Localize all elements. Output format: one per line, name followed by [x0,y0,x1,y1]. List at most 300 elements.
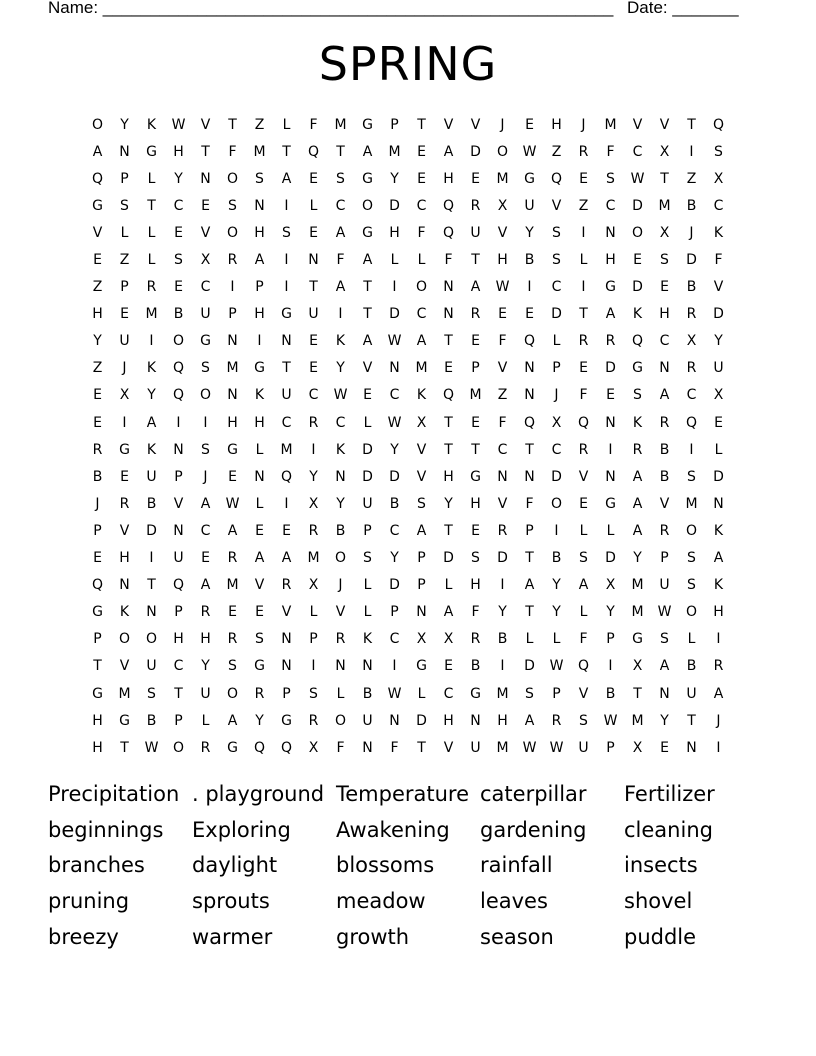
grid-letter[interactable]: I [122,414,127,431]
grid-letter[interactable]: E [120,306,129,323]
grid-letter[interactable]: N [470,712,481,729]
grid-letter[interactable]: G [524,170,535,187]
grid-letter[interactable]: I [284,197,289,214]
grid-letter[interactable]: V [416,468,427,485]
grid-letter[interactable]: R [92,441,103,458]
grid-letter[interactable]: P [282,685,291,702]
grid-letter[interactable]: L [255,441,264,458]
grid-letter[interactable]: R [713,658,724,675]
grid-letter[interactable]: D [389,306,400,323]
grid-letter[interactable]: N [389,360,400,377]
grid-letter[interactable]: G [362,170,373,187]
grid-letter[interactable]: K [632,414,643,431]
grid-letter[interactable]: O [550,495,563,512]
grid-letter[interactable]: W [144,739,159,756]
grid-letter[interactable]: C [389,387,400,404]
grid-letter[interactable]: C [389,522,400,539]
grid-letter[interactable]: T [471,252,480,269]
grid-letter[interactable]: E [660,279,669,296]
grid-letter[interactable]: H [254,224,265,241]
grid-letter[interactable]: R [200,604,211,621]
grid-letter[interactable]: Y [93,333,102,350]
grid-letter[interactable]: H [389,224,400,241]
grid-letter[interactable]: V [335,604,346,621]
grid-letter[interactable]: N [605,414,616,431]
grid-letter[interactable]: E [417,143,426,160]
grid-letter[interactable]: V [200,224,211,241]
grid-letter[interactable]: W [657,604,672,621]
grid-letter[interactable]: Y [552,604,561,621]
grid-letter[interactable]: S [309,685,318,702]
grid-letter[interactable]: R [578,441,589,458]
grid-letter[interactable]: P [660,550,669,567]
grid-letter[interactable]: L [282,116,291,133]
grid-letter[interactable]: X [686,333,697,350]
grid-letter[interactable]: C [389,631,400,648]
grid-letter[interactable]: Q [577,658,590,675]
grid-letter[interactable]: C [173,658,184,675]
grid-letter[interactable]: X [308,739,319,756]
grid-letter[interactable]: S [552,224,561,241]
grid-letter[interactable]: U [200,306,211,323]
grid-letter[interactable]: H [173,143,184,160]
grid-letter[interactable]: S [417,495,426,512]
grid-letter[interactable]: H [200,631,211,648]
grid-letter[interactable]: M [388,143,401,160]
grid-letter[interactable]: U [362,495,373,512]
grid-letter[interactable]: I [284,252,289,269]
grid-letter[interactable]: I [581,279,586,296]
grid-letter[interactable]: S [687,577,696,594]
grid-letter[interactable]: H [92,712,103,729]
grid-letter[interactable]: K [335,441,346,458]
grid-letter[interactable]: B [524,252,535,269]
grid-letter[interactable]: S [120,197,129,214]
grid-letter[interactable]: K [119,604,130,621]
grid-letter[interactable]: A [443,143,454,160]
grid-letter[interactable]: T [525,550,534,567]
grid-letter[interactable]: Q [280,468,293,485]
grid-letter[interactable]: W [549,739,564,756]
grid-letter[interactable]: T [120,739,129,756]
grid-letter[interactable]: R [470,197,481,214]
grid-letter[interactable]: C [200,279,211,296]
grid-letter[interactable]: S [282,224,291,241]
grid-letter[interactable]: Q [523,333,536,350]
grid-letter[interactable]: U [686,685,697,702]
grid-letter[interactable]: J [689,224,694,241]
grid-letter[interactable]: P [120,279,129,296]
grid-letter[interactable]: J [95,495,100,512]
grid-letter[interactable]: L [579,252,588,269]
grid-letter[interactable]: L [147,252,156,269]
grid-letter[interactable]: X [605,577,616,594]
grid-letter[interactable]: H [551,116,562,133]
grid-letter[interactable]: R [227,252,238,269]
grid-letter[interactable]: H [659,306,670,323]
grid-letter[interactable]: U [281,387,292,404]
grid-letter[interactable]: D [362,468,373,485]
grid-letter[interactable]: E [309,224,318,241]
grid-letter[interactable]: M [307,550,320,567]
grid-letter[interactable]: P [363,522,372,539]
grid-letter[interactable]: X [632,739,643,756]
grid-letter[interactable]: T [660,170,669,187]
grid-letter[interactable]: C [416,306,427,323]
grid-letter[interactable]: V [659,495,670,512]
grid-letter[interactable]: D [605,360,616,377]
grid-letter[interactable]: N [524,468,535,485]
grid-letter[interactable]: I [689,143,694,160]
grid-letter[interactable]: J [716,712,721,729]
grid-letter[interactable]: E [714,414,723,431]
grid-letter[interactable]: I [500,577,505,594]
grid-letter[interactable]: C [551,441,562,458]
grid-letter[interactable]: G [227,441,238,458]
grid-letter[interactable]: U [146,468,157,485]
grid-letter[interactable]: E [498,306,507,323]
grid-letter[interactable]: S [633,387,642,404]
grid-letter[interactable]: S [579,712,588,729]
grid-letter[interactable]: S [363,550,372,567]
grid-letter[interactable]: H [605,252,616,269]
grid-letter[interactable]: K [362,631,373,648]
grid-letter[interactable]: F [714,252,723,269]
grid-letter[interactable]: K [416,387,427,404]
grid-letter[interactable]: V [443,739,454,756]
grid-letter[interactable]: A [524,712,535,729]
grid-letter[interactable]: X [632,658,643,675]
grid-letter[interactable]: D [389,197,400,214]
grid-letter[interactable]: L [579,522,588,539]
grid-letter[interactable]: L [255,495,264,512]
grid-letter[interactable]: W [387,333,402,350]
grid-letter[interactable]: M [415,360,428,377]
grid-letter[interactable]: L [309,197,318,214]
grid-letter[interactable]: P [309,631,318,648]
grid-letter[interactable]: B [146,495,157,512]
grid-letter[interactable]: M [631,604,644,621]
grid-letter[interactable]: T [147,197,156,214]
grid-letter[interactable]: V [497,224,508,241]
grid-letter[interactable]: B [173,306,184,323]
grid-letter[interactable]: Y [174,170,183,187]
grid-letter[interactable]: P [417,550,426,567]
grid-letter[interactable]: R [686,360,697,377]
grid-letter[interactable]: P [120,170,129,187]
grid-letter[interactable]: E [174,224,183,241]
grid-letter[interactable]: A [362,252,373,269]
grid-letter[interactable]: I [284,279,289,296]
grid-letter[interactable]: T [444,522,453,539]
grid-letter[interactable]: S [660,252,669,269]
grid-letter[interactable]: D [686,252,697,269]
grid-letter[interactable]: I [608,658,613,675]
grid-letter[interactable]: R [281,577,292,594]
grid-letter[interactable]: C [173,197,184,214]
grid-letter[interactable]: A [227,522,238,539]
grid-letter[interactable]: O [361,197,374,214]
grid-letter[interactable]: N [659,685,670,702]
grid-letter[interactable]: D [470,143,481,160]
grid-letter[interactable]: H [92,739,103,756]
grid-letter[interactable]: D [551,468,562,485]
grid-letter[interactable]: Z [686,170,697,187]
grid-letter[interactable]: H [443,170,454,187]
grid-letter[interactable]: L [363,414,372,431]
grid-letter[interactable]: T [309,279,318,296]
grid-letter[interactable]: Q [523,414,536,431]
grid-letter[interactable]: V [92,224,103,241]
grid-letter[interactable]: J [500,116,505,133]
grid-letter[interactable]: B [335,522,346,539]
grid-letter[interactable]: O [496,143,509,160]
grid-letter[interactable]: Y [390,550,399,567]
grid-letter[interactable]: E [93,387,102,404]
grid-letter[interactable]: A [362,333,373,350]
grid-letter[interactable]: Y [390,170,399,187]
grid-letter[interactable]: W [387,685,402,702]
grid-letter[interactable]: A [92,143,103,160]
grid-letter[interactable]: B [686,197,697,214]
grid-letter[interactable]: Q [91,577,104,594]
grid-letter[interactable]: Q [253,739,266,756]
grid-letter[interactable]: M [685,495,698,512]
grid-letter[interactable]: G [119,441,130,458]
grid-letter[interactable]: G [254,360,265,377]
grid-letter[interactable]: J [581,116,586,133]
grid-letter[interactable]: I [527,279,532,296]
grid-letter[interactable]: T [282,143,291,160]
grid-letter[interactable]: T [417,116,426,133]
grid-letter[interactable]: V [416,441,427,458]
grid-letter[interactable]: K [713,577,724,594]
grid-letter[interactable]: H [92,306,103,323]
grid-letter[interactable]: L [147,170,156,187]
grid-letter[interactable]: T [228,116,237,133]
grid-letter[interactable]: A [335,224,346,241]
grid-letter[interactable]: R [497,522,508,539]
grid-letter[interactable]: R [470,306,481,323]
grid-letter[interactable]: Y [444,495,453,512]
grid-letter[interactable]: P [552,685,561,702]
grid-letter[interactable]: R [605,333,616,350]
grid-letter[interactable]: C [659,333,670,350]
grid-letter[interactable]: O [226,170,239,187]
grid-letter[interactable]: L [363,604,372,621]
grid-letter[interactable]: C [281,414,292,431]
grid-letter[interactable]: Z [92,279,103,296]
grid-letter[interactable]: A [605,306,616,323]
grid-letter[interactable]: G [119,712,130,729]
grid-letter[interactable]: N [416,604,427,621]
grid-letter[interactable]: X [443,631,454,648]
grid-letter[interactable]: W [603,712,618,729]
grid-letter[interactable]: O [334,550,347,567]
grid-letter[interactable]: U [173,550,184,567]
grid-letter[interactable]: N [281,333,292,350]
grid-letter[interactable]: Y [309,468,318,485]
grid-letter[interactable]: J [554,387,559,404]
grid-letter[interactable]: S [552,252,561,269]
grid-letter[interactable]: X [659,224,670,241]
grid-letter[interactable]: S [714,143,723,160]
grid-letter[interactable]: O [172,739,185,756]
grid-letter[interactable]: N [146,604,157,621]
grid-letter[interactable]: C [605,197,616,214]
grid-letter[interactable]: V [254,577,265,594]
grid-letter[interactable]: Y [255,712,264,729]
grid-letter[interactable]: L [147,224,156,241]
grid-letter[interactable]: N [227,387,238,404]
grid-letter[interactable]: Q [307,143,320,160]
grid-letter[interactable]: E [201,550,210,567]
grid-letter[interactable]: N [254,468,265,485]
grid-letter[interactable]: S [228,658,237,675]
grid-letter[interactable]: V [443,116,454,133]
grid-letter[interactable]: A [227,712,238,729]
grid-letter[interactable]: M [631,577,644,594]
grid-letter[interactable]: I [392,279,397,296]
grid-letter[interactable]: R [308,414,319,431]
grid-letter[interactable]: Q [442,197,455,214]
grid-letter[interactable]: Y [201,658,210,675]
grid-letter[interactable]: H [470,577,481,594]
grid-letter[interactable]: K [146,360,157,377]
grid-letter[interactable]: I [230,279,235,296]
grid-letter[interactable]: H [119,550,130,567]
grid-letter[interactable]: M [253,143,266,160]
grid-letter[interactable]: C [200,522,211,539]
grid-letter[interactable]: E [633,252,642,269]
grid-letter[interactable]: M [631,712,644,729]
grid-letter[interactable]: P [471,360,480,377]
grid-letter[interactable]: G [632,631,643,648]
grid-letter[interactable]: E [363,387,372,404]
grid-letter[interactable]: E [471,414,480,431]
grid-letter[interactable]: E [471,170,480,187]
grid-letter[interactable]: P [390,604,399,621]
grid-letter[interactable]: Y [660,712,669,729]
grid-letter[interactable]: Q [172,360,185,377]
grid-letter[interactable]: R [659,522,670,539]
grid-letter[interactable]: B [551,550,562,567]
grid-letter[interactable]: I [257,333,262,350]
grid-letter[interactable]: P [525,522,534,539]
grid-letter[interactable]: A [443,604,454,621]
grid-letter[interactable]: S [471,550,480,567]
grid-letter[interactable]: F [579,631,588,648]
grid-letter[interactable]: M [334,116,347,133]
grid-letter[interactable]: T [444,414,453,431]
grid-letter[interactable]: N [524,360,535,377]
grid-letter[interactable]: Q [712,116,725,133]
grid-letter[interactable]: F [471,604,480,621]
grid-letter[interactable]: P [390,116,399,133]
grid-letter[interactable]: E [309,333,318,350]
grid-letter[interactable]: S [606,170,615,187]
grid-letter[interactable]: P [606,739,615,756]
grid-letter[interactable]: I [392,658,397,675]
grid-letter[interactable]: Y [336,360,345,377]
grid-letter[interactable]: D [551,306,562,323]
grid-letter[interactable]: D [713,468,724,485]
grid-letter[interactable]: Z [497,387,508,404]
grid-letter[interactable]: V [281,604,292,621]
grid-letter[interactable]: G [92,685,103,702]
grid-letter[interactable]: L [390,252,399,269]
grid-letter[interactable]: R [632,441,643,458]
grid-letter[interactable]: L [552,631,561,648]
grid-letter[interactable]: A [362,143,373,160]
grid-letter[interactable]: B [659,441,670,458]
grid-letter[interactable]: A [416,522,427,539]
grid-letter[interactable]: G [281,712,292,729]
grid-letter[interactable]: P [174,712,183,729]
grid-letter[interactable]: G [632,360,643,377]
grid-letter[interactable]: T [174,685,183,702]
grid-letter[interactable]: I [311,441,316,458]
grid-letter[interactable]: N [200,170,211,187]
grid-letter[interactable]: V [362,360,373,377]
grid-letter[interactable]: P [606,631,615,648]
grid-letter[interactable]: S [687,550,696,567]
grid-letter[interactable]: N [173,522,184,539]
grid-letter[interactable]: V [551,197,562,214]
grid-letter[interactable]: D [524,658,535,675]
grid-letter[interactable]: H [254,306,265,323]
grid-letter[interactable]: X [308,495,319,512]
date-field[interactable]: Date: _______ [627,0,739,17]
grid-letter[interactable]: V [119,522,130,539]
grid-letter[interactable]: D [497,550,508,567]
grid-letter[interactable]: E [660,739,669,756]
grid-letter[interactable]: I [338,306,343,323]
grid-letter[interactable]: E [309,170,318,187]
grid-letter[interactable]: R [227,550,238,567]
grid-letter[interactable]: E [444,360,453,377]
grid-letter[interactable]: O [172,333,185,350]
grid-letter[interactable]: Q [91,170,104,187]
grid-letter[interactable]: O [685,604,698,621]
grid-letter[interactable]: H [443,712,454,729]
grid-letter[interactable]: A [632,468,643,485]
grid-letter[interactable]: L [687,631,696,648]
grid-letter[interactable]: A [713,550,724,567]
grid-letter[interactable]: M [604,116,617,133]
grid-letter[interactable]: I [500,658,505,675]
grid-letter[interactable]: I [176,414,181,431]
grid-letter[interactable]: O [226,685,239,702]
grid-letter[interactable]: P [93,631,102,648]
grid-letter[interactable]: T [525,604,534,621]
grid-letter[interactable]: F [336,252,345,269]
grid-letter[interactable]: M [496,170,509,187]
grid-letter[interactable]: V [578,468,589,485]
grid-letter[interactable]: B [605,685,616,702]
grid-letter[interactable]: G [200,333,211,350]
grid-letter[interactable]: F [444,252,453,269]
grid-letter[interactable]: T [444,333,453,350]
grid-letter[interactable]: U [470,739,481,756]
grid-letter[interactable]: G [362,116,373,133]
grid-letter[interactable]: M [469,387,482,404]
grid-letter[interactable]: R [470,631,481,648]
grid-letter[interactable]: V [497,495,508,512]
grid-letter[interactable]: Y [120,116,129,133]
grid-letter[interactable]: A [200,577,211,594]
grid-letter[interactable]: N [362,739,373,756]
